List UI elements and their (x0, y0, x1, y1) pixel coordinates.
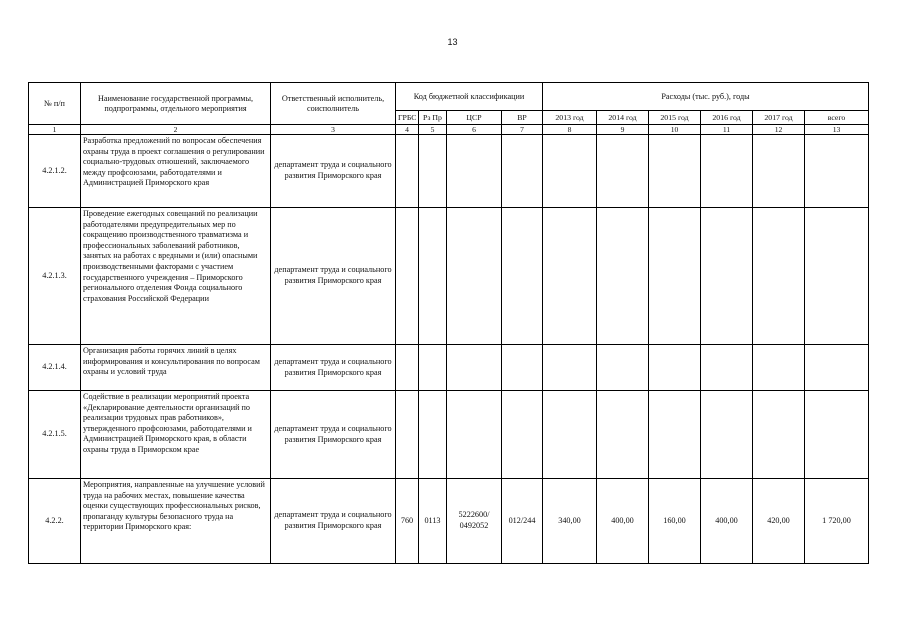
row-2017: 420,00 (753, 479, 805, 564)
row-total (805, 208, 869, 345)
row-2017 (753, 391, 805, 479)
col-num-12: 12 (753, 125, 805, 135)
col-num-4: 4 (396, 125, 419, 135)
row-csr (447, 345, 502, 391)
row-2016 (701, 391, 753, 479)
row-2015: 160,00 (649, 479, 701, 564)
row-executor: департамент труда и социального развития Приморского края (271, 391, 396, 479)
header-total: всего (805, 111, 869, 125)
table-row (29, 135, 869, 208)
row-grbs (396, 208, 419, 345)
row-number: 4.2.1.3. (29, 208, 81, 345)
row-grbs (396, 345, 419, 391)
header-2017: 2017 год (753, 111, 805, 125)
col-num-7: 7 (502, 125, 543, 135)
header-csr: ЦСР (447, 111, 502, 125)
header-rzpr: Рз Пр (419, 111, 447, 125)
row-2016: 400,00 (701, 479, 753, 564)
row-2014: 400,00 (597, 479, 649, 564)
col-num-8: 8 (543, 125, 597, 135)
row-2015 (649, 391, 701, 479)
row-2013 (543, 208, 597, 345)
row-csr: 5222600/ 0492052 (447, 479, 502, 564)
table-row (29, 391, 869, 479)
row-2016 (701, 345, 753, 391)
row-vr (502, 345, 543, 391)
col-num-13: 13 (805, 125, 869, 135)
row-number: 4.2.1.2. (29, 135, 81, 208)
header-name: Наименование государственной программы, подпрограммы, отдельного мероприятия (81, 83, 271, 125)
row-2017 (753, 345, 805, 391)
row-2016 (701, 208, 753, 345)
row-number: 4.2.1.5. (29, 391, 81, 479)
row-2014 (597, 391, 649, 479)
row-name: Мероприятия, направленные на улучшение условий труда на рабочих местах, повышение качества оценки существующих профессиональных рисков, пропаганду культуры безопасного труда на территории Приморского края: (81, 479, 271, 564)
row-grbs: 760 (396, 479, 419, 564)
row-2013 (543, 345, 597, 391)
col-num-11: 11 (701, 125, 753, 135)
row-total: 1 720,00 (805, 479, 869, 564)
row-total (805, 135, 869, 208)
budget-table (28, 82, 869, 564)
header-2016: 2016 год (701, 111, 753, 125)
row-total (805, 345, 869, 391)
row-executor: департамент труда и социального развития Приморского края (271, 479, 396, 564)
col-num-1: 1 (29, 125, 81, 135)
header-vr: ВР (502, 111, 543, 125)
row-csr (447, 208, 502, 345)
row-vr (502, 391, 543, 479)
row-2014 (597, 135, 649, 208)
header-row-top (29, 83, 869, 111)
col-num-9: 9 (597, 125, 649, 135)
row-2016 (701, 135, 753, 208)
row-vr (502, 208, 543, 345)
header-2013: 2013 год (543, 111, 597, 125)
row-name: Организация работы горячих линий в целях информирования и консультирования по вопросам охраны и условий труда (81, 345, 271, 391)
col-num-10: 10 (649, 125, 701, 135)
row-2013 (543, 135, 597, 208)
header-2014: 2014 год (597, 111, 649, 125)
row-vr: 012/244 (502, 479, 543, 564)
row-2017 (753, 135, 805, 208)
row-number: 4.2.2. (29, 479, 81, 564)
row-2013: 340,00 (543, 479, 597, 564)
header-expenses: Расходы (тыс. руб.), годы (543, 83, 869, 111)
row-csr (447, 135, 502, 208)
table-row (29, 208, 869, 345)
row-total (805, 391, 869, 479)
row-2014 (597, 208, 649, 345)
header-2015: 2015 год (649, 111, 701, 125)
header-budget-code: Код бюджетной классификации (396, 83, 543, 111)
row-rzpr (419, 345, 447, 391)
col-num-3: 3 (271, 125, 396, 135)
row-2013 (543, 391, 597, 479)
row-grbs (396, 391, 419, 479)
column-numbers-row (29, 125, 869, 135)
header-grbs: ГРБС (396, 111, 419, 125)
row-number: 4.2.1.4. (29, 345, 81, 391)
row-2015 (649, 208, 701, 345)
header-executor: Ответственный исполнитель, соисполнитель (271, 83, 396, 125)
row-csr (447, 391, 502, 479)
row-executor: департамент труда и социального развития Приморского края (271, 345, 396, 391)
page-number: 13 (447, 37, 458, 47)
col-num-2: 2 (81, 125, 271, 135)
row-rzpr (419, 135, 447, 208)
row-rzpr (419, 208, 447, 345)
row-executor: департамент труда и социального развития Приморского края (271, 135, 396, 208)
row-name: Содействие в реализации мероприятий проекта «Декларирование деятельности организаций по реализации трудовых прав работников», утвержденного профсоюзами, работодателями и Администрацией Приморского края, в области охраны труда в Приморском крае (81, 391, 271, 479)
row-2017 (753, 208, 805, 345)
row-name: Разработка предложений по вопросам обеспечения охраны труда в проект соглашения о регулировании социально-трудовых отношений, заключаемого между профсоюзами, работодателями и Администрацией Приморского края (81, 135, 271, 208)
table-row (29, 479, 869, 564)
row-executor: департамент труда и социального развития Приморского края (271, 208, 396, 345)
row-2015 (649, 345, 701, 391)
row-2015 (649, 135, 701, 208)
row-rzpr: 0113 (419, 479, 447, 564)
table-row (29, 345, 869, 391)
col-num-5: 5 (419, 125, 447, 135)
col-num-6: 6 (447, 125, 502, 135)
row-vr (502, 135, 543, 208)
row-rzpr (419, 391, 447, 479)
header-num: № п/п (29, 83, 81, 125)
row-name: Проведение ежегодных совещаний по реализации работодателями предупредительных мер по сокращению производственного травматизма и профессиональных заболеваний работников, занятых на работах с вредными и (или) опасными производственными факторами с участием государственного учреждения – Приморского регионального отделения Фонда социального страхования Российской Федерации (81, 208, 271, 345)
row-2014 (597, 345, 649, 391)
row-grbs (396, 135, 419, 208)
